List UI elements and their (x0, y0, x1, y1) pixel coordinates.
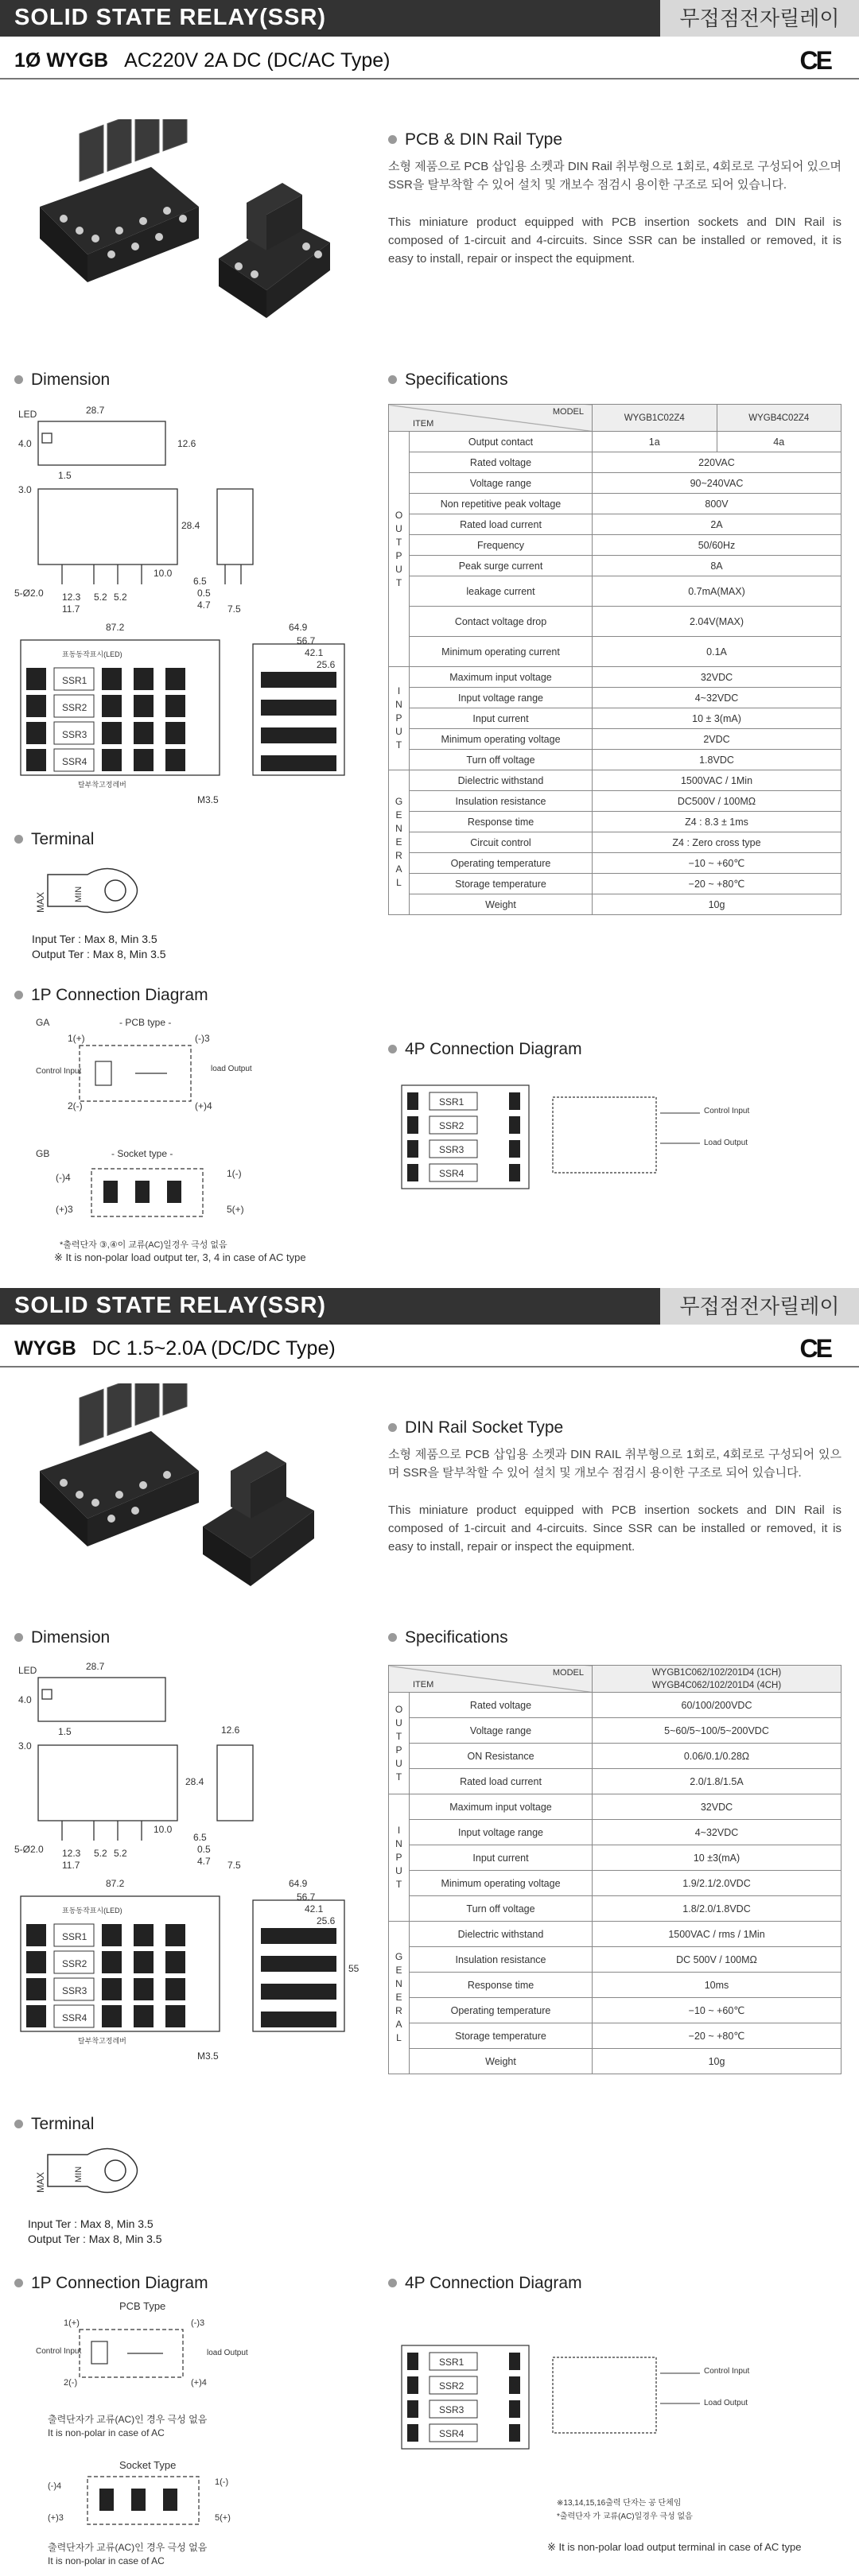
banner-title: SOLID STATE RELAY(SSR) (14, 5, 327, 30)
dim-28-7: 28.7 (86, 405, 105, 416)
title-banner-2 (0, 1288, 859, 1325)
group-input: I N P U T (389, 667, 410, 770)
spec-value: 32VDC (593, 1794, 842, 1820)
spec-item: ON Resistance (410, 1744, 593, 1769)
4p2-ssr2-label: SSR2 (439, 2380, 464, 2392)
dim2-m3-5: M3.5 (197, 2050, 219, 2062)
spec-value: Z4 : 8.3 ± 1ms (593, 812, 842, 832)
spec-row (389, 2049, 842, 2074)
spec-item: leakage current (410, 576, 593, 607)
minus1-label: 1(-) (227, 1168, 242, 1179)
dim-1-5: 1.5 (58, 470, 72, 481)
spec-value: 10 ±3(mA) (593, 1845, 842, 1871)
product-1ch-din-image (187, 1439, 322, 1590)
dim2-28-4: 28.4 (185, 1776, 204, 1787)
product-4ch-socket-image (32, 119, 207, 294)
spec-line-2: DC 1.5~2.0A (DC/DC Type) (91, 1337, 336, 1360)
spec-row (389, 853, 842, 874)
spec-row (389, 2023, 842, 2049)
dim-25-6: 25.6 (317, 659, 336, 670)
dim2-56-7: 56.7 (297, 1891, 316, 1903)
spec-row (389, 1820, 842, 1845)
spec-row (389, 494, 842, 514)
spec-row (389, 432, 842, 452)
dim-6-5: 6.5 (193, 576, 207, 587)
group-general: G E N E R A L (389, 1922, 410, 2074)
ssr4-label-2: SSR4 (62, 2012, 87, 2023)
spec-item: Input current (410, 1845, 593, 1871)
dim-4-7: 4.7 (197, 599, 211, 611)
spec-value: 32VDC (593, 667, 842, 688)
spec-value: 90~240VAC (593, 473, 842, 494)
socket-led-label: 표동동작표시(LED) (62, 650, 122, 658)
minus4-label: (-)4 (56, 1172, 71, 1183)
spec-row (389, 1693, 842, 1718)
4p-ssr3-label: SSR3 (439, 1144, 464, 1155)
spec-value: 10 ± 3(mA) (593, 708, 842, 729)
model-1ch: WYGB1C02Z4 (593, 405, 717, 432)
spec-value: 1500VAC / rms / 1Min (593, 1922, 842, 1947)
spec-value: 4~32VDC (593, 1820, 842, 1845)
group-input: I N P U T (389, 1794, 410, 1922)
dim-7-5: 7.5 (227, 603, 241, 615)
dim2-11-7: 11.7 (62, 1860, 80, 1871)
plus3-label: (+)3 (56, 1204, 73, 1215)
group-output: O U T P U T (389, 1693, 410, 1794)
spec-item: Rated voltage (410, 1693, 593, 1718)
dim2-3-0: 3.0 (18, 1740, 32, 1752)
spec-value: 4~32VDC (593, 688, 842, 708)
dim2-12-6: 12.6 (221, 1724, 240, 1736)
ssr1-label: SSR1 (62, 675, 87, 686)
4p2-control-input-label: Control Input (704, 2367, 750, 2376)
minus2-label-2: 2(-) (64, 2378, 78, 2388)
spec-item: Input voltage range (410, 1820, 593, 1845)
spec-value: 2A (593, 514, 842, 535)
terminal-min: MIN (74, 886, 84, 902)
dim2-5-2b: 5.2 (114, 1848, 127, 1859)
model-4ch: WYGB4C062/102/201D4 (4CH) (651, 1680, 782, 1690)
model-header: MODEL (552, 407, 584, 417)
plus4-label: (+)4 (195, 1100, 212, 1111)
spec-item: Dielectric withstand (410, 1922, 593, 1947)
series-label-2: WYGB (14, 1337, 76, 1360)
spec-value: 0.1A (593, 637, 842, 667)
pcb-type-label: - PCB type - (119, 1017, 172, 1028)
socket-note-korean: 출력단자가 교류(AC)인 경우 극성 없음 (48, 2542, 208, 2553)
socket-type-label: - Socket type - (111, 1148, 173, 1159)
spec-value: 1.8VDC (593, 750, 842, 770)
load-output-label-2: load Output (207, 2349, 248, 2357)
dimension-heading-2: Dimension (14, 1628, 110, 1647)
output-ter-spec: Output Ter : Max 8, Min 3.5 (32, 948, 166, 960)
group-output: O U T P U T (389, 432, 410, 667)
model-line-2 (14, 1337, 336, 1360)
feature-english-text: This miniature product equipped with PCB insertion sockets and DIN Rail is composed of 1-circuit and 4-circuits. Since SSR can be installed or removed, it is easy to install, repair or inspect the equipment. (388, 215, 842, 266)
spec-item: Voltage range (410, 1718, 593, 1744)
spec-item: Storage temperature (410, 2023, 593, 2049)
dim2-4-0: 4.0 (18, 1694, 32, 1705)
dim2-55: 55 (348, 1963, 360, 1974)
spec-item: Minimum operating current (410, 637, 593, 667)
nonpolar-korean-note: *출력단자 ③,④이 교류(AC)일경우 극성 없음 (60, 1240, 227, 1250)
banner-korean: 무접점전자릴레이 (660, 0, 859, 37)
spec-row (389, 812, 842, 832)
output-ter-spec-2: Output Ter : Max 8, Min 3.5 (28, 2233, 162, 2245)
load-output-label: load Output (211, 1065, 252, 1073)
conn4-diagram (398, 1081, 772, 1193)
pcb-note-english: It is non-polar in case of AC (48, 2427, 165, 2438)
plus5-label: 5(+) (227, 1204, 244, 1215)
minus3-label-2: (-)3 (191, 2318, 205, 2328)
spec-value: −10 ~ +60℃ (593, 1998, 842, 2023)
series-label: WYGB (46, 49, 109, 72)
spec-row (389, 874, 842, 894)
spec-row (389, 1922, 842, 1947)
dim2-7-5: 7.5 (227, 1860, 241, 1871)
spec-item: Minimum operating voltage (410, 729, 593, 750)
socket-led-label-2: 표동동작표시(LED) (62, 1907, 122, 1915)
spec-value: 50/60Hz (593, 535, 842, 556)
nonpolar-4p-note: ※ It is non-polar load output terminal in case of AC type (547, 2541, 802, 2553)
spec-header-row (389, 405, 842, 432)
spec-row (389, 556, 842, 576)
conn1-diagram (32, 1014, 366, 1252)
input-ter-spec: Input Ter : Max 8, Min 3.5 (32, 933, 157, 945)
conn1-heading-2: 1P Connection Diagram (14, 2274, 208, 2293)
conn4-heading-2: 4P Connection Diagram (388, 2274, 582, 2293)
spec-value: 1.8/2.0/1.8VDC (593, 1896, 842, 1922)
spec-item: Circuit control (410, 832, 593, 853)
spec-value: 220VAC (593, 452, 842, 473)
feature-heading: PCB & DIN Rail Type (388, 130, 562, 149)
spec-item: Weight (410, 894, 593, 915)
ssr1-label-2: SSR1 (62, 1931, 87, 1942)
spec-item: Maximum input voltage (410, 1794, 593, 1820)
feature-korean-text: 소형 제품으로 PCB 삽입용 소켓과 DIN Rail 취부형으로 1회로, 4회로로 구성되어 있으며 SSR을 탈부착할 수 있어 설치 및 개보수 점검시 용이한 구조로 되어 있습니다. (388, 160, 842, 192)
dim2-4-7: 4.7 (197, 1856, 211, 1867)
socket-note-english: It is non-polar in case of AC (48, 2555, 165, 2566)
model-4ch: WYGB4C02Z4 (717, 405, 842, 432)
spec-value-4ch: 4a (717, 432, 842, 452)
spec-item: Response time (410, 812, 593, 832)
dim2-led: LED (18, 1665, 37, 1676)
model-header: MODEL (552, 1668, 584, 1678)
spec-line: AC220V 2A DC (DC/AC Type) (124, 49, 391, 72)
dim-5-phi: 5-Ø2.0 (14, 588, 44, 599)
spec-value: 5~60/5~100/5~200VDC (593, 1718, 842, 1744)
feature-korean-text-2: 소형 제품으로 PCB 삽입용 소켓과 DIN RAIL 취부형으로 1회로, 4회로로 구성되어 있으며 SSR을 탈부착할 수 있어 설치 및 개보수 점검시 용이한 구조로 되어 있습니다. (388, 1448, 842, 1480)
spec-value: DC500V / 100MΩ (593, 791, 842, 812)
spec-value: 8A (593, 556, 842, 576)
4p2-load-output-label: Load Output (704, 2399, 748, 2407)
spec-row (389, 1845, 842, 1871)
dim2-12-3: 12.3 (62, 1848, 81, 1859)
spec-item: Input current (410, 708, 593, 729)
spec-item: Frequency (410, 535, 593, 556)
dimension-drawing (14, 398, 364, 819)
terminal-lug-icon-2 (32, 2139, 167, 2202)
feature-heading-2: DIN Rail Socket Type (388, 1418, 563, 1437)
dim-12-6: 12.6 (177, 438, 196, 449)
spec-value: 800V (593, 494, 842, 514)
dim2-87-2: 87.2 (106, 1878, 125, 1889)
spec-row (389, 1718, 842, 1744)
ce-mark-icon-2: CE (799, 1334, 830, 1363)
spec-row (389, 832, 842, 853)
dim-4-0: 4.0 (18, 438, 32, 449)
spec-row (389, 514, 842, 535)
dim2-6-5: 6.5 (193, 1832, 207, 1843)
spec-value: −10 ~ +60℃ (593, 853, 842, 874)
spec-row (389, 708, 842, 729)
spec-header-row (389, 1666, 842, 1693)
spec-row (389, 576, 842, 607)
spec-row (389, 1769, 842, 1794)
dim2-28-7: 28.7 (86, 1661, 105, 1672)
spec-row (389, 688, 842, 708)
spec-item: Contact voltage drop (410, 607, 593, 637)
dim-56-7: 56.7 (297, 635, 316, 646)
spec-item: Non repetitive peak voltage (410, 494, 593, 514)
group-general: G E N E R A L (389, 770, 410, 915)
spec-row (389, 1896, 842, 1922)
spec-row (389, 452, 842, 473)
divider (0, 78, 859, 80)
spec-row (389, 770, 842, 791)
spec-item: Dielectric withstand (410, 770, 593, 791)
dim2-5-2a: 5.2 (94, 1848, 107, 1859)
dim-5-2a: 5.2 (94, 592, 107, 603)
spec-value: 60/100/200VDC (593, 1693, 842, 1718)
conn4-heading: 4P Connection Diagram (388, 1040, 582, 1059)
ssr2-label-2: SSR2 (62, 1958, 87, 1969)
spec-item: Turn off voltage (410, 1896, 593, 1922)
4p2-ssr4-label: SSR4 (439, 2428, 464, 2439)
spec-value: 2.04V(MAX) (593, 607, 842, 637)
title-banner (0, 0, 859, 37)
spec-value: Z4 : Zero cross type (593, 832, 842, 853)
product-1ch-socket-image (203, 171, 338, 322)
spec-row (389, 637, 842, 667)
spec-table-2 (388, 1665, 842, 2074)
spec-item: Rated load current (410, 1769, 593, 1794)
spec-item: Minimum operating voltage (410, 1871, 593, 1896)
spec-value: 0.06/0.1/0.28Ω (593, 1744, 842, 1769)
control-input-label-2: Control Input (36, 2347, 82, 2356)
spec-item: Voltage range (410, 473, 593, 494)
minus3-label: (-)3 (195, 1033, 210, 1044)
spec-value: 2VDC (593, 729, 842, 750)
ga-label: GA (36, 1017, 50, 1028)
plus3-label-2: (+)3 (48, 2513, 64, 2523)
dim-12-3: 12.3 (62, 592, 81, 603)
4p-ssr1-label: SSR1 (439, 1096, 464, 1108)
4p2-ssr1-label: SSR1 (439, 2357, 464, 2368)
spec-value: −20 ~ +80℃ (593, 2023, 842, 2049)
conn1-heading: 1P Connection Diagram (14, 986, 208, 1005)
dimension-heading: Dimension (14, 370, 110, 390)
model-line (14, 49, 390, 72)
4p-ssr2-label: SSR2 (439, 1120, 464, 1131)
spec-value: 1.9/2.1/2.0VDC (593, 1871, 842, 1896)
spec-value: 10g (593, 894, 842, 915)
ssr2-label: SSR2 (62, 702, 87, 713)
terminal-max-2: MAX (35, 2171, 46, 2193)
rail-lever-label: 탈부착고정레버 (78, 781, 126, 789)
dim2-0-5: 0.5 (197, 1844, 211, 1855)
spec-row (389, 791, 842, 812)
plus1-label: 1(+) (68, 1033, 85, 1044)
spec-value: 10g (593, 2049, 842, 2074)
spec-item: Insulation resistance (410, 791, 593, 812)
spec-row (389, 1998, 842, 2023)
4p-control-input-label: Control Input (704, 1107, 750, 1115)
dim-64-9: 64.9 (289, 622, 308, 633)
spec-item: Storage temperature (410, 874, 593, 894)
spec-table (388, 404, 842, 915)
spec-row (389, 1744, 842, 1769)
spec-item: Operating temperature (410, 853, 593, 874)
spec-item: Response time (410, 1973, 593, 1998)
terminal-heading: Terminal (14, 830, 94, 849)
spec-row (389, 535, 842, 556)
banner-title-2: SOLID STATE RELAY(SSR) (14, 1293, 327, 1318)
spec-item: Operating temperature (410, 1998, 593, 2023)
4p-ssr4-label: SSR4 (439, 1168, 464, 1179)
dimension-drawing-2 (14, 1654, 364, 2075)
spec-value: 10ms (593, 1973, 842, 1998)
spec-row (389, 1794, 842, 1820)
spec-row (389, 750, 842, 770)
ssr4-label: SSR4 (62, 756, 87, 767)
model-1ch: WYGB1C062/102/201D4 (1CH) (651, 1667, 782, 1678)
socket-type-label-2: Socket Type (119, 2459, 177, 2471)
dim2-10-0: 10.0 (154, 1824, 173, 1835)
plus1-label-2: 1(+) (64, 2318, 80, 2328)
pcb-note-korean: 출력단자가 교류(AC)인 경우 극성 없음 (48, 2414, 208, 2425)
dim2-64-9: 64.9 (289, 1878, 308, 1889)
spec-value: 0.7mA(MAX) (593, 576, 842, 607)
divider-2 (0, 1366, 859, 1368)
minus4-label-2: (-)4 (48, 2481, 62, 2491)
spec-item: Maximum input voltage (410, 667, 593, 688)
dim-m3-5: M3.5 (197, 794, 219, 805)
spec-row (389, 1871, 842, 1896)
terminal-max: MAX (35, 891, 46, 913)
spec-row (389, 473, 842, 494)
phase-label: 1Ø (14, 49, 41, 72)
spec-value: −20 ~ +80℃ (593, 874, 842, 894)
dim2-1-5: 1.5 (58, 1726, 72, 1737)
dim-3-0: 3.0 (18, 484, 32, 495)
dim-42-1: 42.1 (305, 647, 324, 658)
dim-28-4: 28.4 (181, 520, 200, 531)
rail-lever-label-2: 탈부착고정레버 (78, 2037, 126, 2045)
spec-item: Rated load current (410, 514, 593, 535)
page-dc-type (0, 1288, 859, 2576)
spec-value: DC 500V / 100MΩ (593, 1947, 842, 1973)
dim-led: LED (18, 409, 37, 420)
dim2-42-1: 42.1 (305, 1903, 324, 1915)
minus2-label: 2(-) (68, 1100, 83, 1111)
spec-value-1ch: 1a (593, 432, 717, 452)
dim-87-2: 87.2 (106, 622, 125, 633)
spec-row (389, 1947, 842, 1973)
terminal-min-2: MIN (74, 2166, 84, 2182)
item-header: ITEM (413, 1680, 434, 1690)
spec-row (389, 667, 842, 688)
spec-item: Rated voltage (410, 452, 593, 473)
spec-row (389, 1973, 842, 1998)
dim-10-0: 10.0 (154, 568, 173, 579)
conn4-diagram-2 (398, 2314, 772, 2489)
feature-english-text-2: This miniature product equipped with PCB insertion sockets and DIN Rail is composed of 1-circuit and 4-circuits. Since SSR can be installed or removed, it is easy to install, repair or inspect the equipment. (388, 1503, 842, 1554)
terminal-lug-icon (32, 859, 167, 922)
dim2-25-6: 25.6 (317, 1915, 336, 1926)
conn4-note: ※13,14,15,16출력 단자는 공 단체임 *출력단자 가 교류(AC)일경우 극성 없음 (557, 2499, 693, 2521)
specifications-heading-2: Specifications (388, 1628, 508, 1647)
4p2-ssr3-label: SSR3 (439, 2404, 464, 2415)
plus4-label-2: (+)4 (191, 2378, 207, 2388)
spec-item: Insulation resistance (410, 1947, 593, 1973)
minus1-label-2: 1(-) (215, 2477, 229, 2487)
control-input-label: Control Input (36, 1067, 82, 1076)
item-header: ITEM (413, 419, 434, 429)
dim2-5-phi: 5-Ø2.0 (14, 1844, 44, 1855)
banner-korean-2: 무접점전자릴레이 (660, 1288, 859, 1325)
terminal-heading-2: Terminal (14, 2115, 94, 2134)
ssr3-label: SSR3 (62, 729, 87, 740)
input-ter-spec-2: Input Ter : Max 8, Min 3.5 (28, 2217, 154, 2230)
dim-0-5: 0.5 (197, 588, 211, 599)
spec-item: Input voltage range (410, 688, 593, 708)
spec-row (389, 607, 842, 637)
plus5-label-2: 5(+) (215, 2513, 231, 2523)
4p-load-output-label: Load Output (704, 1139, 748, 1147)
spec-item: Peak surge current (410, 556, 593, 576)
ssr3-label-2: SSR3 (62, 1985, 87, 1996)
spec-item: Output contact (410, 432, 593, 452)
nonpolar-english-note: ※ It is non-polar load output ter, 3, 4 in case of AC type (54, 1251, 306, 1263)
gb-label: GB (36, 1148, 50, 1159)
ce-mark-icon: CE (799, 46, 830, 75)
spec-item: Weight (410, 2049, 593, 2074)
spec-row (389, 894, 842, 915)
spec-item: Turn off voltage (410, 750, 593, 770)
dim-11-7: 11.7 (62, 603, 80, 615)
dim-5-2b: 5.2 (114, 592, 127, 603)
product-4ch-din-image (32, 1383, 207, 1558)
spec-value: 1500VAC / 1Min (593, 770, 842, 791)
spec-row (389, 729, 842, 750)
pcb-type-label-2: PCB Type (119, 2300, 166, 2312)
spec-value: 2.0/1.8/1.5A (593, 1769, 842, 1794)
specifications-heading: Specifications (388, 370, 508, 390)
